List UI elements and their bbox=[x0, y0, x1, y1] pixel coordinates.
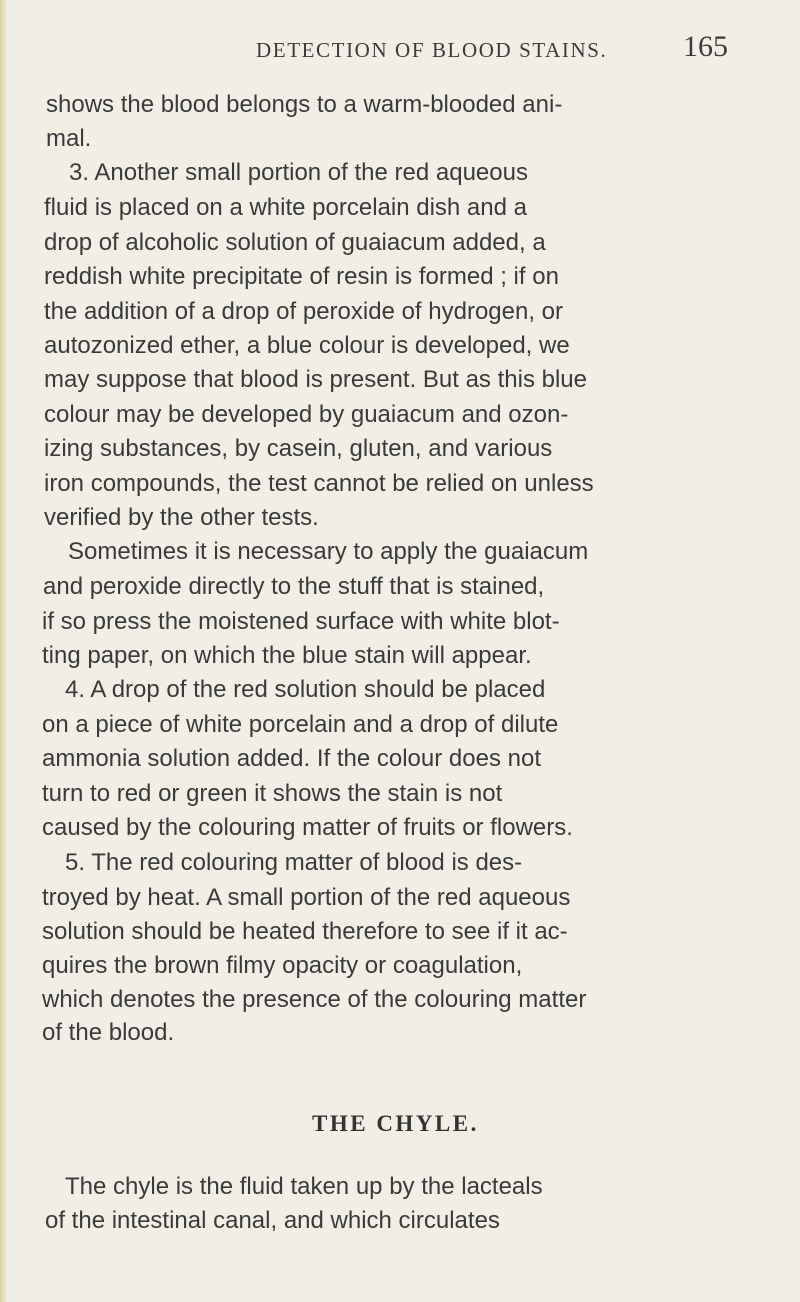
text-line: 3. Another small portion of the red aqueous bbox=[69, 159, 528, 186]
text-line: if so press the moistened surface with white blot- bbox=[42, 608, 560, 635]
text-line: of the blood. bbox=[42, 1019, 175, 1046]
text-line: colour may be developed by guaiacum and ozon- bbox=[44, 401, 569, 428]
text-line: and peroxide directly to the stuff that is stained, bbox=[43, 573, 545, 600]
text-line: which denotes the presence of the colouring matter bbox=[42, 986, 587, 1013]
text-line: solution should be heated therefore to see if it ac- bbox=[42, 918, 568, 945]
text-line: may suppose that blood is present. But as this blue bbox=[44, 366, 587, 393]
text-line: drop of alcoholic solution of guaiacum added, a bbox=[44, 229, 546, 256]
text-line: fluid is placed on a white porcelain dish and a bbox=[44, 194, 527, 221]
text-line: izing substances, by casein, gluten, and various bbox=[44, 435, 553, 462]
text-line: of the intestinal canal, and which circulates bbox=[45, 1207, 500, 1234]
text-line: quires the brown filmy opacity or coagulation, bbox=[42, 952, 523, 979]
text-line: mal. bbox=[46, 125, 92, 152]
text-line: iron compounds, the test cannot be relied on unless bbox=[44, 470, 594, 497]
text-line: the addition of a drop of peroxide of hydrogen, or bbox=[44, 298, 564, 325]
running-head bbox=[256, 30, 776, 64]
text-line: verified by the other tests. bbox=[44, 504, 319, 531]
text-line: reddish white precipitate of resin is formed ; if on bbox=[44, 263, 559, 290]
text-line: ammonia solution added. If the colour does not bbox=[42, 745, 541, 772]
text-line: troyed by heat. A small portion of the red aqueous bbox=[42, 884, 571, 911]
text-line: shows the blood belongs to a warm-blooded ani- bbox=[46, 91, 563, 118]
section-heading: THE CHYLE. bbox=[312, 1111, 479, 1136]
text-line: The chyle is the fluid taken up by the lacteals bbox=[65, 1173, 543, 1200]
text-line: caused by the colouring matter of fruits or flowers. bbox=[42, 814, 573, 841]
text-line: 4. A drop of the red solution should be placed bbox=[65, 676, 546, 703]
text-line: 5. The red colouring matter of blood is des- bbox=[65, 849, 523, 876]
page-number: 165 bbox=[683, 30, 728, 63]
text-line: ting paper, on which the blue stain will appear. bbox=[42, 642, 532, 669]
text-line: turn to red or green it shows the stain is not bbox=[42, 780, 503, 807]
text-line: Sometimes it is necessary to apply the guaiacum bbox=[68, 538, 589, 565]
running-head-title: DETECTION OF BLOOD STAINS. bbox=[256, 38, 608, 62]
text-line: on a piece of white porcelain and a drop of dilute bbox=[42, 711, 559, 738]
text-line: autozonized ether, a blue colour is developed, we bbox=[44, 332, 570, 359]
